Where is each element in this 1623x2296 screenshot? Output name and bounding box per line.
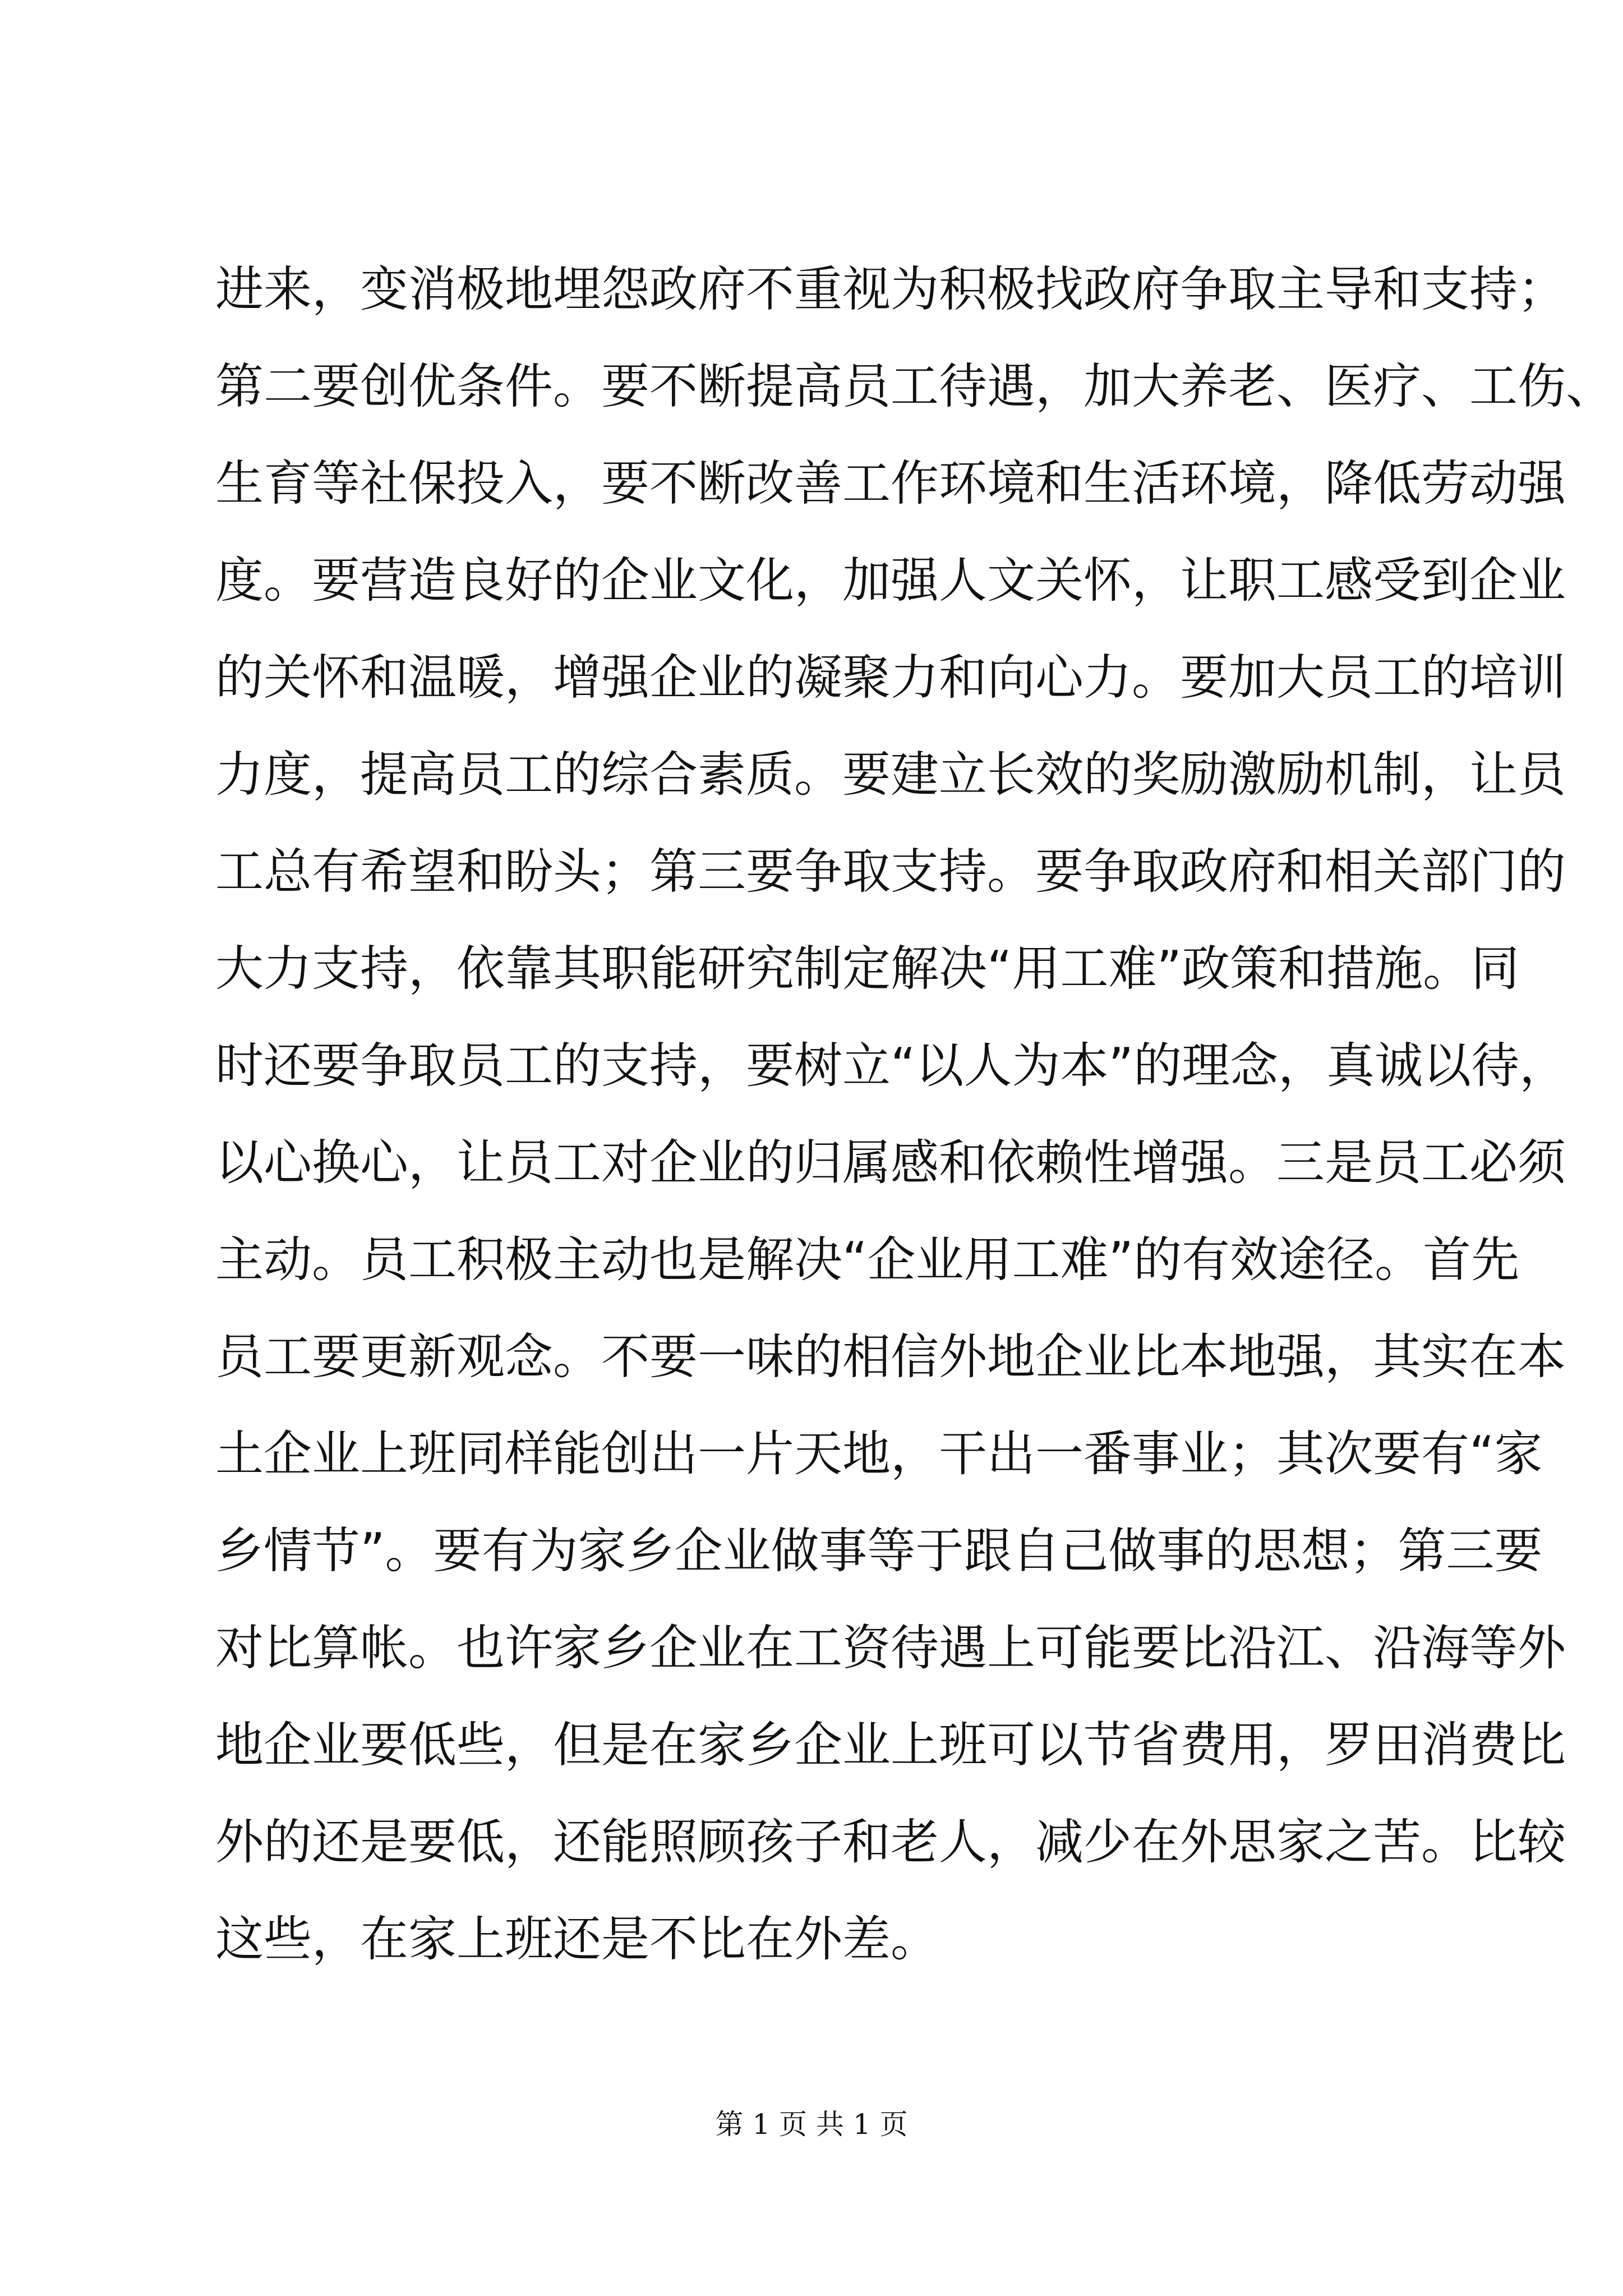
text-line: 员工要更新观念。不要一味的相信外地企业比本地强，其实在本 (215, 1329, 1566, 1385)
text-line: 地企业要低些，但是在家乡企业上班可以节省费用，罗田消费比 (215, 1717, 1566, 1773)
text-line: 第二要创优条件。要不断提高员工待遇，加大养老、医疗、工伤、 (215, 358, 1614, 415)
page-number-footer: 第 1 页 共 1 页 (715, 2108, 908, 2141)
text-line: 主动。员工积极主动也是解决“企业用工难”的有效途径。首先 (215, 1232, 1520, 1288)
text-line: 大力支持，依靠其职能研究制定解决“用工难”政策和措施。同 (215, 941, 1520, 997)
text-line: 的关怀和温暖，增强企业的凝聚力和向心力。要加大员工的培训 (215, 650, 1566, 706)
text-line: 进来，变消极地埋怨政府不重视为积极找政府争取主导和支持； (215, 261, 1566, 318)
text-line: 生育等社保投入，要不断改善工作环境和生活环境，降低劳动强 (215, 455, 1566, 512)
text-line: 以心换心，让员工对企业的归属感和依赖性增强。三是员工必须 (215, 1135, 1566, 1191)
text-line: 对比算帐。也许家乡企业在工资待遇上可能要比沿江、沿海等外 (215, 1620, 1566, 1676)
text-line: 土企业上班同样能创出一片天地，干出一番事业；其次要有“家 (215, 1426, 1543, 1482)
text-line: 外的还是要低，还能照顾孩子和老人，减少在外思家之苦。比较 (215, 1814, 1566, 1870)
text-line: 这些，在家上班还是不比在外差。 (215, 1911, 939, 1967)
text-line: 力度，提高员工的综合素质。要建立长效的奖励激励机制，让员 (215, 747, 1566, 803)
text-line: 时还要争取员工的支持，要树立“以人为本”的理念，真诚以待， (215, 1038, 1568, 1094)
text-line: 乡情节”。要有为家乡企业做事等于跟自己做事的思想；第三要 (215, 1523, 1543, 1579)
text-line: 度。要营造良好的企业文化，加强人文关怀，让职工感受到企业 (215, 553, 1566, 609)
body-text (215, 241, 1614, 1988)
text-line: 工总有希望和盼头；第三要争取支持。要争取政府和相关部门的 (215, 844, 1566, 900)
